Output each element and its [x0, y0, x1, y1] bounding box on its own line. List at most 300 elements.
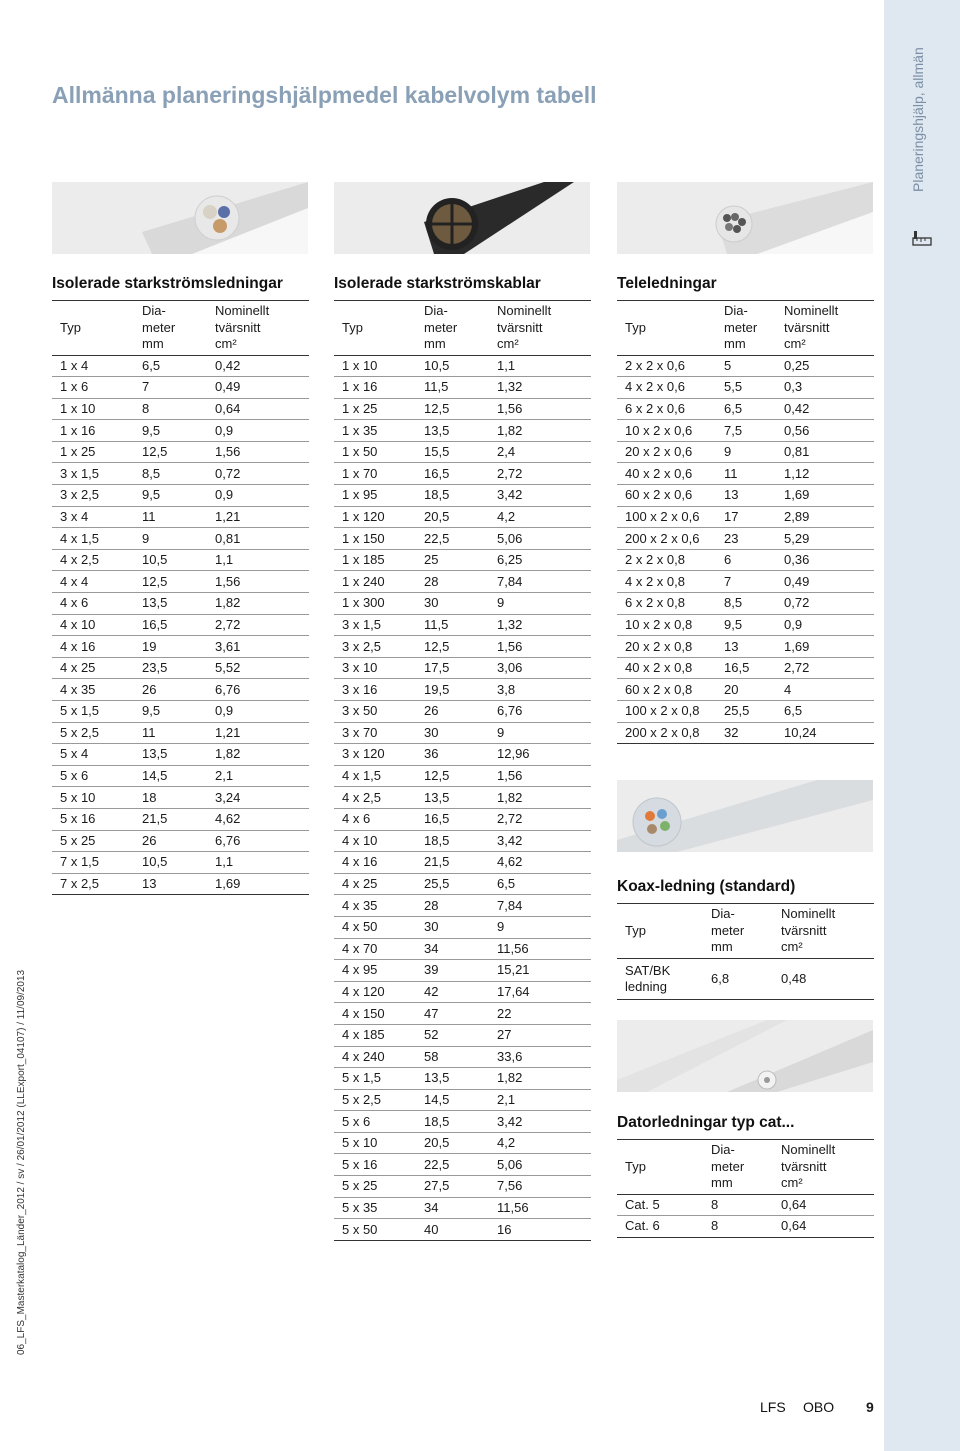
header-area-line: Nominellt: [784, 303, 839, 318]
cell-area: 6,5: [776, 701, 874, 723]
cell-area: 5,29: [776, 528, 874, 550]
header-diameter-line: mm: [711, 1175, 733, 1190]
cell-diameter: 9: [716, 441, 776, 463]
cell-type: 7 x 2,5: [52, 873, 134, 895]
cell-type: 1 x 25: [334, 398, 416, 420]
cell-diameter: 7,5: [716, 420, 776, 442]
cell-area: 0,25: [776, 355, 874, 377]
table-row: [334, 1132, 591, 1154]
table-row: [334, 1003, 591, 1025]
table-header: [617, 904, 874, 959]
cell-diameter: 10,5: [134, 852, 207, 874]
cell-type: 5 x 25: [52, 830, 134, 852]
header-area: [489, 301, 591, 356]
telecom-cable-photo: [617, 182, 873, 254]
cell-diameter: 25,5: [416, 873, 489, 895]
cell-area: 0,49: [207, 377, 309, 399]
table-row: [52, 463, 309, 485]
cell-area: 1,1: [207, 549, 309, 571]
header-diameter-line: mm: [424, 336, 446, 351]
cell-diameter: 10,5: [134, 549, 207, 571]
tele-title: Teleledningar: [617, 275, 717, 292]
koax-table: [617, 903, 874, 1000]
header-diameter: [134, 301, 207, 356]
cell-diameter: 6: [716, 549, 776, 571]
cell-type: 1 x 16: [52, 420, 134, 442]
cell-type: 5 x 16: [334, 1154, 416, 1176]
cell-area: 1,82: [207, 744, 309, 766]
cell-type: 100 x 2 x 0,8: [617, 701, 716, 723]
cell-diameter: 21,5: [134, 808, 207, 830]
cell-type: 5 x 2,5: [52, 722, 134, 744]
cell-type: 40 x 2 x 0,8: [617, 657, 716, 679]
cell-area: 1,1: [489, 355, 591, 377]
cell-type: 4 x 25: [52, 657, 134, 679]
table-row: [617, 441, 874, 463]
cell-type: 1 x 240: [334, 571, 416, 593]
cell-area: 3,24: [207, 787, 309, 809]
cell-type: 5 x 1,5: [334, 1068, 416, 1090]
cell-diameter: 30: [416, 593, 489, 615]
cell-diameter: 11,5: [416, 614, 489, 636]
cell-area: 2,72: [489, 808, 591, 830]
cell-area: 1,82: [489, 420, 591, 442]
cell-type: 5 x 6: [52, 765, 134, 787]
cell-diameter: 8,5: [134, 463, 207, 485]
cell-diameter: 27,5: [416, 1176, 489, 1198]
cell-type: 4 x 16: [52, 636, 134, 658]
cell-type: 6 x 2 x 0,6: [617, 398, 716, 420]
table-row: [52, 873, 309, 895]
cell-diameter: 32: [716, 722, 776, 744]
page-number: 9: [866, 1399, 874, 1415]
table-row: [334, 614, 591, 636]
header-area-line: cm²: [781, 939, 803, 954]
cell-type: 60 x 2 x 0,6: [617, 485, 716, 507]
cell-area: 0,64: [773, 1194, 874, 1216]
brand-obo: OBO: [803, 1399, 835, 1415]
cell-diameter: 13: [716, 636, 776, 658]
cell-area: 33,6: [489, 1046, 591, 1068]
cell-type: 1 x 6: [52, 377, 134, 399]
cell-area: 27: [489, 1024, 591, 1046]
table-row: [52, 722, 309, 744]
cell-type: 4 x 150: [334, 1003, 416, 1025]
cell-area: 6,76: [207, 679, 309, 701]
cell-diameter: 8,5: [716, 593, 776, 615]
header-typ-line: Typ: [625, 319, 646, 335]
cell-diameter: 16,5: [416, 808, 489, 830]
header-area-line: Nominellt: [215, 303, 270, 318]
white-power-cable-photo: [52, 182, 308, 254]
koax-typ-line2: ledning: [625, 978, 667, 994]
table-row: [617, 1194, 874, 1216]
cell-type: 7 x 1,5: [52, 852, 134, 874]
cell-type: 200 x 2 x 0,6: [617, 528, 716, 550]
cell-area: 6,76: [207, 830, 309, 852]
cell-diameter: 25,5: [716, 701, 776, 723]
cell-type: 4 x 2 x 0,8: [617, 571, 716, 593]
cell-type: 4 x 2 x 0,6: [617, 377, 716, 399]
header-typ-line: Typ: [342, 319, 363, 335]
header-area-line: tvärsnitt: [497, 319, 543, 335]
table-row: [334, 636, 591, 658]
table-row: [52, 549, 309, 571]
tele-table: [617, 300, 874, 744]
header-area-line: tvärsnitt: [215, 319, 261, 335]
cell-diameter: 39: [416, 960, 489, 982]
cell-area: 7,56: [489, 1176, 591, 1198]
cell-diameter: 12,5: [416, 398, 489, 420]
cell-type: 4 x 25: [334, 873, 416, 895]
cell-diameter: 13: [134, 873, 207, 895]
ledningar-title: Isolerade starkströmsledningar: [52, 275, 283, 292]
table-row: [334, 506, 591, 528]
cell-area: 3,8: [489, 679, 591, 701]
black-power-cable-photo: [334, 182, 590, 254]
header-area-line: cm²: [781, 1175, 803, 1190]
cell-area: 9: [489, 593, 591, 615]
cell-area: 11,56: [489, 938, 591, 960]
cell-area: 6,76: [489, 701, 591, 723]
side-band: [884, 0, 960, 1451]
cell-type: 4 x 2,5: [334, 787, 416, 809]
cell-type: 5 x 10: [52, 787, 134, 809]
cell-type: 3 x 50: [334, 701, 416, 723]
cell-type: 4 x 35: [52, 679, 134, 701]
cell-diameter: 5: [716, 355, 776, 377]
table-row: [334, 830, 591, 852]
table-row: [52, 441, 309, 463]
ledningar-table: [52, 300, 309, 895]
cell-type: 5 x 1,5: [52, 701, 134, 723]
cell-area: 2,4: [489, 441, 591, 463]
cell-diameter: 22,5: [416, 528, 489, 550]
cell-diameter: 14,5: [416, 1089, 489, 1111]
cell-type: 4 x 70: [334, 938, 416, 960]
cell-type: 4 x 10: [334, 830, 416, 852]
table-row: [334, 593, 591, 615]
cell-area: 6,5: [489, 873, 591, 895]
cell-type: 100 x 2 x 0,6: [617, 506, 716, 528]
header-typ-line: Typ: [625, 1158, 646, 1174]
cell-area: 3,42: [489, 485, 591, 507]
header-diameter-line: meter: [711, 922, 745, 938]
cell-type: 20 x 2 x 0,6: [617, 441, 716, 463]
header-area-line: Nominellt: [781, 1142, 836, 1157]
cell-diameter: 14,5: [134, 765, 207, 787]
table-row: [334, 852, 591, 874]
cell-diameter: 12,5: [416, 765, 489, 787]
cell-type: 1 x 50: [334, 441, 416, 463]
kablar-table: [334, 300, 591, 1241]
cell-diameter: 16,5: [716, 657, 776, 679]
cell-diameter: 13,5: [134, 593, 207, 615]
header-area: [773, 904, 874, 959]
table-row: [617, 1216, 874, 1238]
header-diameter-line: mm: [711, 939, 733, 954]
header-area: [773, 1140, 874, 1195]
table-row: [334, 398, 591, 420]
cell-type: 5 x 4: [52, 744, 134, 766]
cell-diameter: 5,5: [716, 377, 776, 399]
koax-diameter: 6,8: [703, 958, 773, 999]
cell-diameter: 13: [716, 485, 776, 507]
cell-diameter: 8: [703, 1216, 773, 1238]
table-row: [617, 506, 874, 528]
cell-area: 2,72: [776, 657, 874, 679]
cell-area: 9: [489, 722, 591, 744]
cell-diameter: 25: [416, 549, 489, 571]
table-row: [52, 377, 309, 399]
cell-area: 4,2: [489, 506, 591, 528]
cell-area: 1,69: [776, 485, 874, 507]
measuring-tool-icon: [911, 229, 933, 251]
header-diameter-line: mm: [724, 336, 746, 351]
cell-diameter: 19: [134, 636, 207, 658]
header-typ: [617, 301, 716, 356]
cell-type: 1 x 10: [334, 355, 416, 377]
cell-type: 20 x 2 x 0,8: [617, 636, 716, 658]
cell-type: 5 x 10: [334, 1132, 416, 1154]
cell-diameter: 40: [416, 1219, 489, 1241]
cell-diameter: 21,5: [416, 852, 489, 874]
cell-type: 3 x 1,5: [52, 463, 134, 485]
cell-type: 3 x 1,5: [334, 614, 416, 636]
table-row: [334, 1154, 591, 1176]
cell-type: 1 x 70: [334, 463, 416, 485]
cell-area: 1,21: [207, 722, 309, 744]
cell-diameter: 12,5: [134, 571, 207, 593]
cell-type: 1 x 300: [334, 593, 416, 615]
cell-diameter: 9,5: [134, 420, 207, 442]
cell-diameter: 26: [134, 679, 207, 701]
table-row: [334, 744, 591, 766]
cell-type: 4 x 185: [334, 1024, 416, 1046]
table-row: [334, 1024, 591, 1046]
header-typ: [334, 301, 416, 356]
table-row: [52, 398, 309, 420]
cell-area: 2,89: [776, 506, 874, 528]
cell-diameter: 26: [134, 830, 207, 852]
dator-table: [617, 1139, 874, 1238]
cell-area: 0,64: [207, 398, 309, 420]
table-row: [52, 657, 309, 679]
table-row: [617, 614, 874, 636]
cell-diameter: 20,5: [416, 1132, 489, 1154]
cell-area: 1,56: [489, 765, 591, 787]
coax-cable-photo: [617, 1020, 873, 1092]
cell-diameter: 11: [134, 722, 207, 744]
header-row: [617, 1140, 874, 1195]
table-row: [334, 679, 591, 701]
header-diameter-line: mm: [142, 336, 164, 351]
cell-type: 3 x 120: [334, 744, 416, 766]
cell-diameter: 7: [134, 377, 207, 399]
cell-area: 0,81: [776, 441, 874, 463]
table-row: [52, 701, 309, 723]
table-row: [52, 355, 309, 377]
header-typ: [617, 904, 703, 959]
cell-diameter: 30: [416, 916, 489, 938]
cell-type: 4 x 6: [52, 593, 134, 615]
header-area: [207, 301, 309, 356]
cell-area: 1,56: [207, 441, 309, 463]
cell-area: 2,1: [207, 765, 309, 787]
header-diameter-line: Dia-: [424, 303, 448, 318]
cell-diameter: 12,5: [134, 441, 207, 463]
header-diameter: [716, 301, 776, 356]
table-row: [334, 938, 591, 960]
cell-area: 1,56: [207, 571, 309, 593]
table-row: [52, 593, 309, 615]
cell-area: 2,72: [207, 614, 309, 636]
table-row: [334, 1219, 591, 1241]
table-row: [334, 377, 591, 399]
table-row: [52, 420, 309, 442]
cell-type: 1 x 95: [334, 485, 416, 507]
header-typ: [617, 1140, 703, 1195]
dator-title: Datorledningar typ cat...: [617, 1114, 795, 1131]
cell-area: 1,32: [489, 377, 591, 399]
cell-diameter: 13,5: [134, 744, 207, 766]
cell-diameter: 23: [716, 528, 776, 550]
cell-type: 5 x 25: [334, 1176, 416, 1198]
table-row: [52, 852, 309, 874]
cell-area: 15,21: [489, 960, 591, 982]
cell-area: 1,21: [207, 506, 309, 528]
table-row: [334, 1111, 591, 1133]
cell-area: 16: [489, 1219, 591, 1241]
cell-area: 0,42: [207, 355, 309, 377]
header-diameter-line: meter: [142, 319, 176, 335]
cell-area: 9: [489, 916, 591, 938]
cell-area: 0,72: [207, 463, 309, 485]
cell-type: 1 x 120: [334, 506, 416, 528]
cell-type: 4 x 95: [334, 960, 416, 982]
header-area-line: cm²: [784, 336, 806, 351]
cell-type: 4 x 10: [52, 614, 134, 636]
table-row: [617, 722, 874, 744]
header-row: [334, 301, 591, 356]
cell-area: 3,06: [489, 657, 591, 679]
header-diameter-line: Dia-: [711, 906, 735, 921]
cell-diameter: 11: [716, 463, 776, 485]
header-area-line: tvärsnitt: [781, 922, 827, 938]
cell-diameter: 11,5: [416, 377, 489, 399]
cell-area: 0,72: [776, 593, 874, 615]
cell-diameter: 28: [416, 895, 489, 917]
cell-area: 0,9: [207, 420, 309, 442]
table-row: [334, 765, 591, 787]
table-row: [334, 873, 591, 895]
cell-area: 0,81: [207, 528, 309, 550]
cell-type: 3 x 2,5: [52, 485, 134, 507]
cell-area: 0,3: [776, 377, 874, 399]
kablar-title: Isolerade starkströmskablar: [334, 275, 541, 292]
cell-diameter: 28: [416, 571, 489, 593]
cell-diameter: 8: [134, 398, 207, 420]
header-diameter-line: meter: [711, 1158, 745, 1174]
header-area-line: Nominellt: [497, 303, 552, 318]
table-row: [52, 787, 309, 809]
cell-type: 4 x 50: [334, 916, 416, 938]
table-row: [334, 960, 591, 982]
cell-diameter: 18,5: [416, 830, 489, 852]
table-row: [334, 1089, 591, 1111]
cell-type: 4 x 120: [334, 981, 416, 1003]
header-area-line: Nominellt: [781, 906, 836, 921]
cell-type: 3 x 2,5: [334, 636, 416, 658]
header-area-line: cm²: [497, 336, 519, 351]
cell-diameter: 20: [716, 679, 776, 701]
header-diameter: [703, 904, 773, 959]
cell-area: 0,9: [207, 485, 309, 507]
table-row: [334, 1176, 591, 1198]
table-row: [334, 1197, 591, 1219]
table-row: [334, 528, 591, 550]
cell-area: 4,62: [207, 808, 309, 830]
cell-type: 200 x 2 x 0,8: [617, 722, 716, 744]
cell-diameter: 36: [416, 744, 489, 766]
cell-type: 4 x 4: [52, 571, 134, 593]
table-row: [334, 1046, 591, 1068]
koax-title: Koax-ledning (standard): [617, 878, 796, 895]
cell-diameter: 19,5: [416, 679, 489, 701]
header-diameter-line: meter: [724, 319, 758, 335]
table-row: [617, 377, 874, 399]
cell-diameter: 9,5: [716, 614, 776, 636]
cell-type: Cat. 5: [617, 1194, 703, 1216]
header-diameter-line: Dia-: [711, 1142, 735, 1157]
cell-type: 1 x 4: [52, 355, 134, 377]
table-row: [52, 765, 309, 787]
table-row: [334, 722, 591, 744]
cell-area: 1,32: [489, 614, 591, 636]
header-row: [617, 904, 874, 959]
table-row: [617, 549, 874, 571]
table-row: [617, 485, 874, 507]
table-row: [617, 420, 874, 442]
cell-area: 0,36: [776, 549, 874, 571]
cell-area: 5,06: [489, 528, 591, 550]
cell-area: 1,69: [207, 873, 309, 895]
table-row: [334, 808, 591, 830]
cell-type: 5 x 2,5: [334, 1089, 416, 1111]
cell-type: 10 x 2 x 0,8: [617, 614, 716, 636]
table-row: [334, 787, 591, 809]
cell-diameter: 20,5: [416, 506, 489, 528]
cell-area: 1,1: [207, 852, 309, 874]
table-row: [617, 593, 874, 615]
network-cable-photo: [617, 780, 873, 852]
cell-diameter: 34: [416, 1197, 489, 1219]
header-diameter-line: Dia-: [142, 303, 166, 318]
cell-area: 0,42: [776, 398, 874, 420]
header-diameter: [703, 1140, 773, 1195]
table-row: [52, 744, 309, 766]
cell-diameter: 23,5: [134, 657, 207, 679]
cell-type: 5 x 35: [334, 1197, 416, 1219]
cell-type: 2 x 2 x 0,6: [617, 355, 716, 377]
cell-area: 7,84: [489, 571, 591, 593]
cell-area: 22: [489, 1003, 591, 1025]
cell-diameter: 42: [416, 981, 489, 1003]
table-row: [52, 830, 309, 852]
cell-diameter: 10,5: [416, 355, 489, 377]
table-row: [617, 657, 874, 679]
cell-type: 1 x 25: [52, 441, 134, 463]
